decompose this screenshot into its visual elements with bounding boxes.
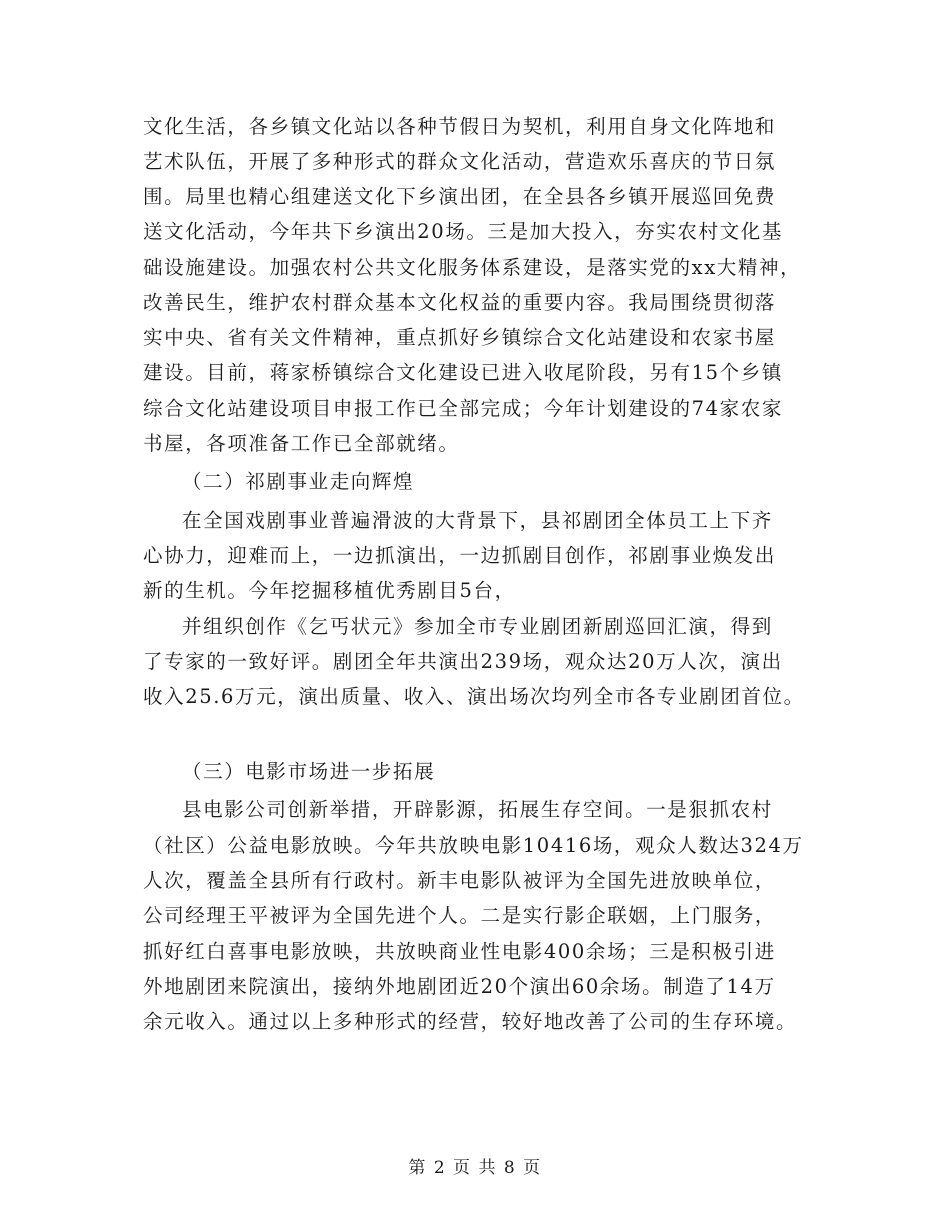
paragraph-line: 实中央、省有关文件精神，重点抓好乡镇综合文化站建设和农家书屋 xyxy=(143,326,777,349)
paragraph-line: 建设。目前，蒋家桥镇综合文化建设已进入收尾阶段，另有15个乡镇 xyxy=(143,361,783,384)
paragraph-line: 新的生机。今年挖掘移植优秀剧目5台， xyxy=(143,579,516,602)
paragraph-line: 综合文化站建设项目申报工作已全部完成；今年计划建设的74家农家 xyxy=(143,397,783,420)
paragraph-line: 心协力，迎难而上，一边抓演出，一边抓剧目创作，祁剧事业焕发出 xyxy=(143,544,777,567)
paragraph-line: 外地剧团来院演出，接纳外地剧团近20个演出60余场。制造了14万 xyxy=(143,975,776,998)
paragraph-line: 公司经理王平被评为全国先进个人。二是实行影企联姻，上门服务， xyxy=(143,904,777,927)
page-number-footer: 第 2 页 共 8 页 xyxy=(408,1158,542,1178)
paragraph-line: 础设施建设。加强农村公共文化服务体系建设，是落实党的xx大精神， xyxy=(143,256,802,279)
paragraph-line: 在全国戏剧事业普遍滑波的大背景下，县祁剧团全体员工上下齐 xyxy=(182,509,773,532)
paragraph-line: 收入25.6万元，演出质量、收入、演出场次均列全市各专业剧团首位。 xyxy=(143,685,805,708)
paragraph-line: 并组织创作《乞丐状元》参加全市专业剧团新剧巡回汇演，得到 xyxy=(182,615,773,638)
paragraph-line: 艺术队伍，开展了多种形式的群众文化活动，营造欢乐喜庆的节日氛 xyxy=(143,150,777,173)
paragraph-line: 县电影公司创新举措，开辟影源，拓展生存空间。一是狠抓农村 xyxy=(182,798,773,821)
paragraph-line: （社区）公益电影放映。今年共放映电影10416场，观众人数达324万 xyxy=(143,834,804,857)
section-heading: （三）电影市场进一步拓展 xyxy=(182,760,436,783)
paragraph-line: 送文化活动，今年共下乡演出20场。三是加大投入，夯实农村文化基 xyxy=(143,220,783,243)
paragraph-line: 围。局里也精心组建送文化下乡演出团，在全县各乡镇开展巡回免费 xyxy=(143,185,777,208)
paragraph-line: 余元收入。通过以上多种形式的经营，较好地改善了公司的生存环境。 xyxy=(143,1010,798,1033)
paragraph-line: 了专家的一致好评。剧团全年共演出239场，观众达20万人次，演出 xyxy=(143,650,783,673)
paragraph-line: 人次，覆盖全县所有行政村。新丰电影队被评为全国先进放映单位， xyxy=(143,869,777,892)
section-heading: （二）祁剧事业走向辉煌 xyxy=(182,470,415,493)
paragraph-line: 抓好红白喜事电影放映，共放映商业性电影400余场；三是积极引进 xyxy=(143,940,776,963)
paragraph-line: 书屋，各项准备工作已全部就绪。 xyxy=(143,432,460,455)
paragraph-line: 改善民生，维护农村群众基本文化权益的重要内容。我局围绕贯彻落 xyxy=(143,291,777,314)
paragraph-line: 文化生活，各乡镇文化站以各种节假日为契机，利用自身文化阵地和 xyxy=(143,115,777,138)
